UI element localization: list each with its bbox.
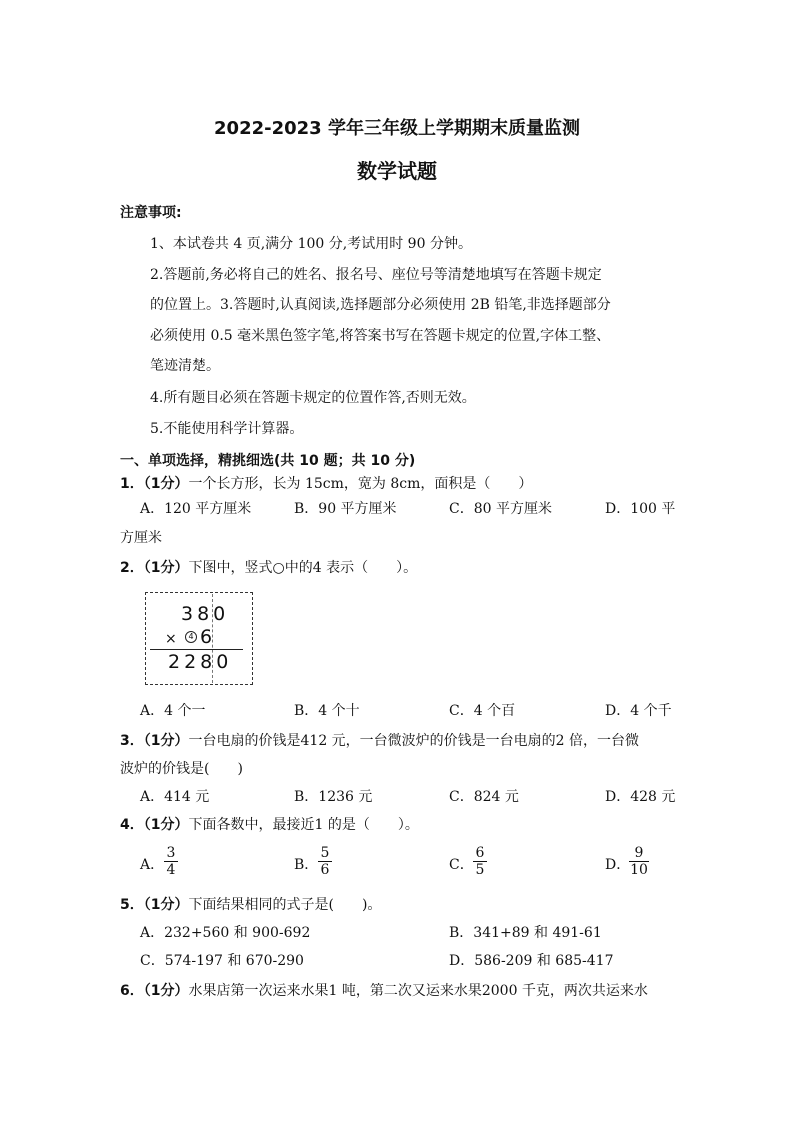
figure-multiply-sign: × bbox=[165, 631, 177, 647]
question-score: （1分） bbox=[143, 983, 189, 999]
figure-product: 2280 bbox=[168, 651, 233, 673]
option-b-fraction bbox=[318, 845, 332, 878]
notice-line: 的位置上。3.答题时,认真阅读,选择题部分必须使用 2B 铅笔,非选择题部分 bbox=[150, 297, 611, 313]
option-b[interactable]: B．4 个十 bbox=[294, 703, 360, 719]
question-6 bbox=[120, 982, 648, 1000]
denominator: 4 bbox=[166, 862, 176, 878]
notice-line: 4.所有题目必须在答题卡规定的位置作答,否则无效。 bbox=[150, 390, 476, 406]
question-text: 一个长方形，长为 15cm，宽为 8cm，面积是（ ） bbox=[188, 476, 533, 492]
numerator: 6 bbox=[473, 845, 487, 862]
notice-heading: 注意事项: bbox=[120, 205, 182, 221]
question-number: 5． bbox=[120, 897, 144, 913]
question-text: 下面结果相同的式子是( )。 bbox=[188, 897, 382, 913]
option-c-label[interactable]: C． bbox=[449, 857, 474, 873]
question-score: （1分） bbox=[143, 817, 189, 833]
section-heading: 一、单项选择，精挑细选(共 10 题；共 10 分) bbox=[120, 453, 416, 469]
option-c[interactable]: C．824 元 bbox=[449, 789, 519, 805]
option-c-fraction bbox=[473, 845, 487, 878]
option-d-label[interactable]: D． bbox=[605, 857, 631, 873]
option-d-wrap: 方厘米 bbox=[120, 530, 162, 546]
option-b[interactable]: B．1236 元 bbox=[294, 789, 373, 805]
denominator: 5 bbox=[475, 862, 485, 878]
question-text: 水果店第一次运来水果1 吨，第二次又运来水果2000 千克，两次共运来水 bbox=[188, 983, 648, 999]
question-score: （1分） bbox=[143, 560, 189, 576]
question-3-wrap: 波炉的价钱是( ) bbox=[120, 761, 243, 777]
page-title: 2022-2023 学年三年级上学期期末质量监测 bbox=[214, 118, 580, 139]
question-4 bbox=[120, 816, 419, 834]
notice-line: 5.不能使用科学计算器。 bbox=[150, 421, 304, 437]
option-d[interactable]: D．100 平 bbox=[605, 501, 676, 517]
option-d[interactable]: D．4 个千 bbox=[605, 703, 672, 719]
option-d-fraction bbox=[629, 845, 649, 878]
question-number: 4． bbox=[120, 817, 144, 833]
question-score: （1分） bbox=[143, 733, 189, 749]
question-2 bbox=[120, 559, 417, 577]
option-c[interactable]: C．4 个百 bbox=[449, 703, 516, 719]
question-text: 下面各数中，最接近1 的是（ ）。 bbox=[188, 817, 419, 833]
option-c[interactable]: C．574-197 和 670-290 bbox=[140, 953, 304, 969]
notice-line: 1、本试卷共 4 页,满分 100 分,考试用时 90 分钟。 bbox=[150, 236, 472, 252]
question-3 bbox=[120, 732, 639, 750]
figure-multiplier: 6 bbox=[200, 626, 217, 648]
numerator: 5 bbox=[318, 845, 332, 862]
question-number: 3． bbox=[120, 733, 144, 749]
option-b[interactable]: B．341+89 和 491-61 bbox=[449, 925, 602, 941]
numerator: 9 bbox=[629, 845, 649, 862]
figure-multiplicand: 380 bbox=[181, 603, 230, 625]
option-a-label[interactable]: A． bbox=[140, 857, 165, 873]
option-c[interactable]: C．80 平方厘米 bbox=[449, 501, 552, 517]
question-score: （1分） bbox=[143, 476, 189, 492]
option-d[interactable]: D．586-209 和 685-417 bbox=[449, 953, 614, 969]
question-number: 6． bbox=[120, 983, 144, 999]
denominator: 6 bbox=[320, 862, 330, 878]
option-b-label[interactable]: B． bbox=[294, 857, 319, 873]
option-a[interactable]: A．4 个一 bbox=[140, 703, 206, 719]
numerator: 3 bbox=[164, 845, 178, 862]
figure-circled-digit: 4 bbox=[185, 631, 197, 643]
figure-result-line bbox=[150, 649, 243, 650]
option-a[interactable]: A．232+560 和 900-692 bbox=[140, 925, 311, 941]
option-b[interactable]: B．90 平方厘米 bbox=[294, 501, 397, 517]
denominator: 10 bbox=[630, 862, 648, 878]
question-1 bbox=[120, 475, 532, 493]
question-number: 1． bbox=[120, 476, 144, 492]
option-a-fraction bbox=[164, 845, 178, 878]
option-a[interactable]: A．414 元 bbox=[140, 789, 210, 805]
option-d[interactable]: D．428 元 bbox=[605, 789, 676, 805]
notice-line: 2.答题前,务必将自己的姓名、报名号、座位号等清楚地填写在答题卡规定 bbox=[150, 267, 602, 283]
notice-line: 笔迹清楚。 bbox=[150, 358, 220, 374]
question-text: 一台电扇的价钱是412 元，一台微波炉的价钱是一台电扇的2 倍，一台微 bbox=[188, 733, 640, 749]
option-a[interactable]: A．120 平方厘米 bbox=[140, 501, 252, 517]
notice-line: 必须使用 0.5 毫米黑色签字笔,将答案书写在答题卡规定的位置,字体工整、 bbox=[150, 328, 611, 344]
question-5 bbox=[120, 896, 381, 914]
page-subtitle: 数学试题 bbox=[357, 159, 437, 183]
question-number: 2． bbox=[120, 560, 144, 576]
question-text: 下图中，竖式○中的4 表示（ ）。 bbox=[188, 560, 418, 576]
question-score: （1分） bbox=[143, 897, 189, 913]
